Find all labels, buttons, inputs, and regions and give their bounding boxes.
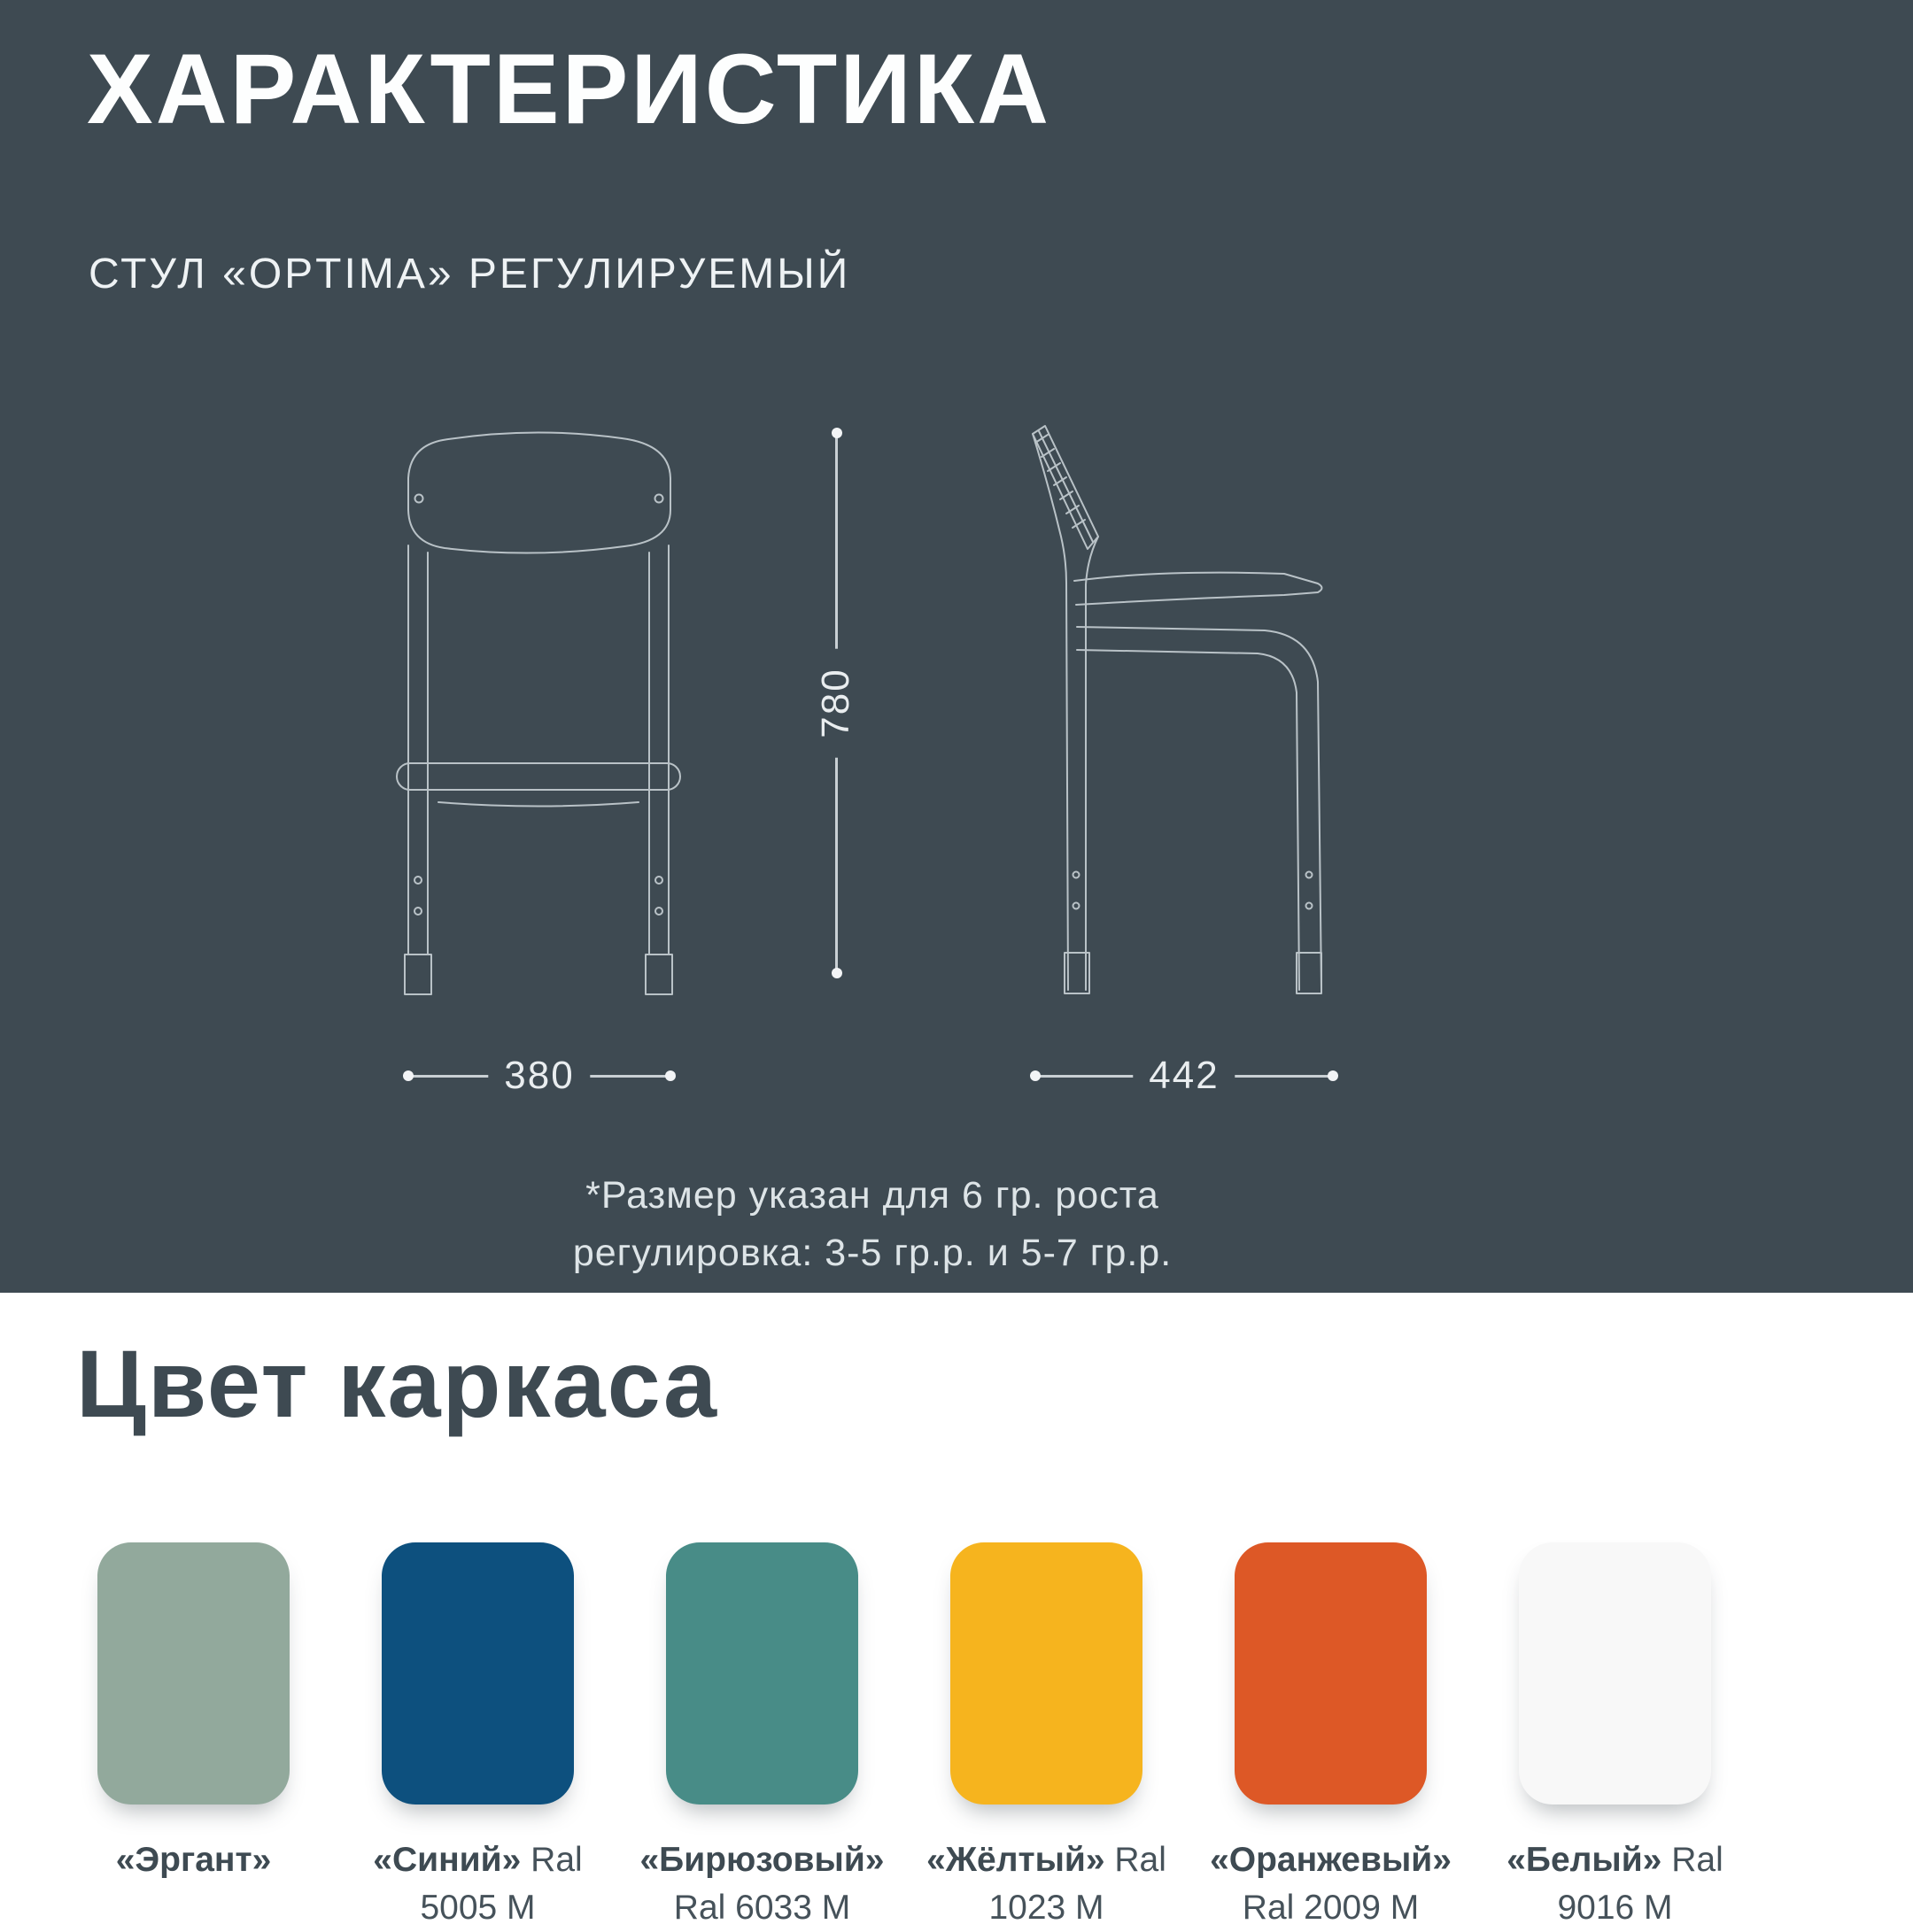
- dimension-endpoint: [403, 1070, 414, 1081]
- dimension-depth: [1030, 1054, 1338, 1097]
- color-ral-code: Ral 2009 M: [1242, 1888, 1420, 1927]
- color-name: «Бирюзовый»: [639, 1841, 885, 1879]
- color-ral-code: Ral 6033 M: [673, 1888, 851, 1927]
- color-swatch-blue[interactable]: [382, 1542, 574, 1804]
- color-option-white: [1473, 1542, 1757, 1932]
- frame-color-title: Цвет каркаса: [76, 1330, 719, 1437]
- color-label: [620, 1836, 904, 1932]
- color-swatch-white[interactable]: [1519, 1542, 1711, 1804]
- color-option-yellow: [904, 1542, 1189, 1932]
- color-swatch-row: [51, 1542, 1757, 1932]
- frame-color-section: [0, 1293, 1913, 1927]
- dimension-width: [403, 1054, 676, 1097]
- color-label: [51, 1836, 336, 1884]
- color-swatch-yellow[interactable]: [950, 1542, 1142, 1804]
- color-name: «Оранжевый»: [1210, 1841, 1452, 1879]
- color-name: «Эргант»: [115, 1841, 272, 1879]
- color-option-ergant: [51, 1542, 336, 1932]
- page-title: ХАРАКТЕРИСТИКА: [87, 34, 1052, 144]
- color-swatch-turquoise[interactable]: [666, 1542, 858, 1804]
- dimension-endpoint: [832, 968, 842, 978]
- color-label: [336, 1836, 620, 1932]
- dimension-endpoint: [665, 1070, 676, 1081]
- size-note-line1: *Размер указан для 6 гр. роста: [585, 1174, 1159, 1217]
- height-value: 780: [810, 648, 862, 757]
- depth-value: 442: [1133, 1050, 1235, 1101]
- color-swatch-orange[interactable]: [1235, 1542, 1427, 1804]
- dimension-endpoint: [832, 428, 842, 438]
- color-label: [1473, 1836, 1757, 1932]
- color-name: «Синий»: [373, 1841, 522, 1879]
- chair-front-drawing: [390, 423, 687, 1001]
- color-option-blue: [336, 1542, 620, 1932]
- chair-side-drawing: [1026, 423, 1336, 1001]
- product-subtitle: СТУЛ «OPTIMA» РЕГУЛИРУЕМЫЙ: [89, 251, 851, 298]
- color-option-orange: [1189, 1542, 1473, 1932]
- color-ral-code: Ral 5005 M: [420, 1841, 583, 1927]
- dimension-endpoint: [1328, 1070, 1338, 1081]
- color-ral-code: Ral 9016 M: [1557, 1841, 1723, 1927]
- dimension-endpoint: [1030, 1070, 1041, 1081]
- color-option-turquoise: [620, 1542, 904, 1932]
- color-ral-code: Ral 1023 M: [988, 1841, 1166, 1927]
- size-note: [394, 1167, 1351, 1281]
- color-label: [1189, 1836, 1473, 1932]
- size-note-line2: регулировка: 3-5 гр.р. и 5-7 гр.р.: [572, 1231, 1173, 1274]
- width-value: 380: [488, 1050, 590, 1101]
- color-swatch-ergant[interactable]: [97, 1542, 290, 1804]
- dimension-height: [814, 428, 857, 978]
- color-name: «Жёлтый»: [926, 1841, 1105, 1879]
- color-label: [904, 1836, 1189, 1932]
- color-name: «Белый»: [1506, 1841, 1662, 1879]
